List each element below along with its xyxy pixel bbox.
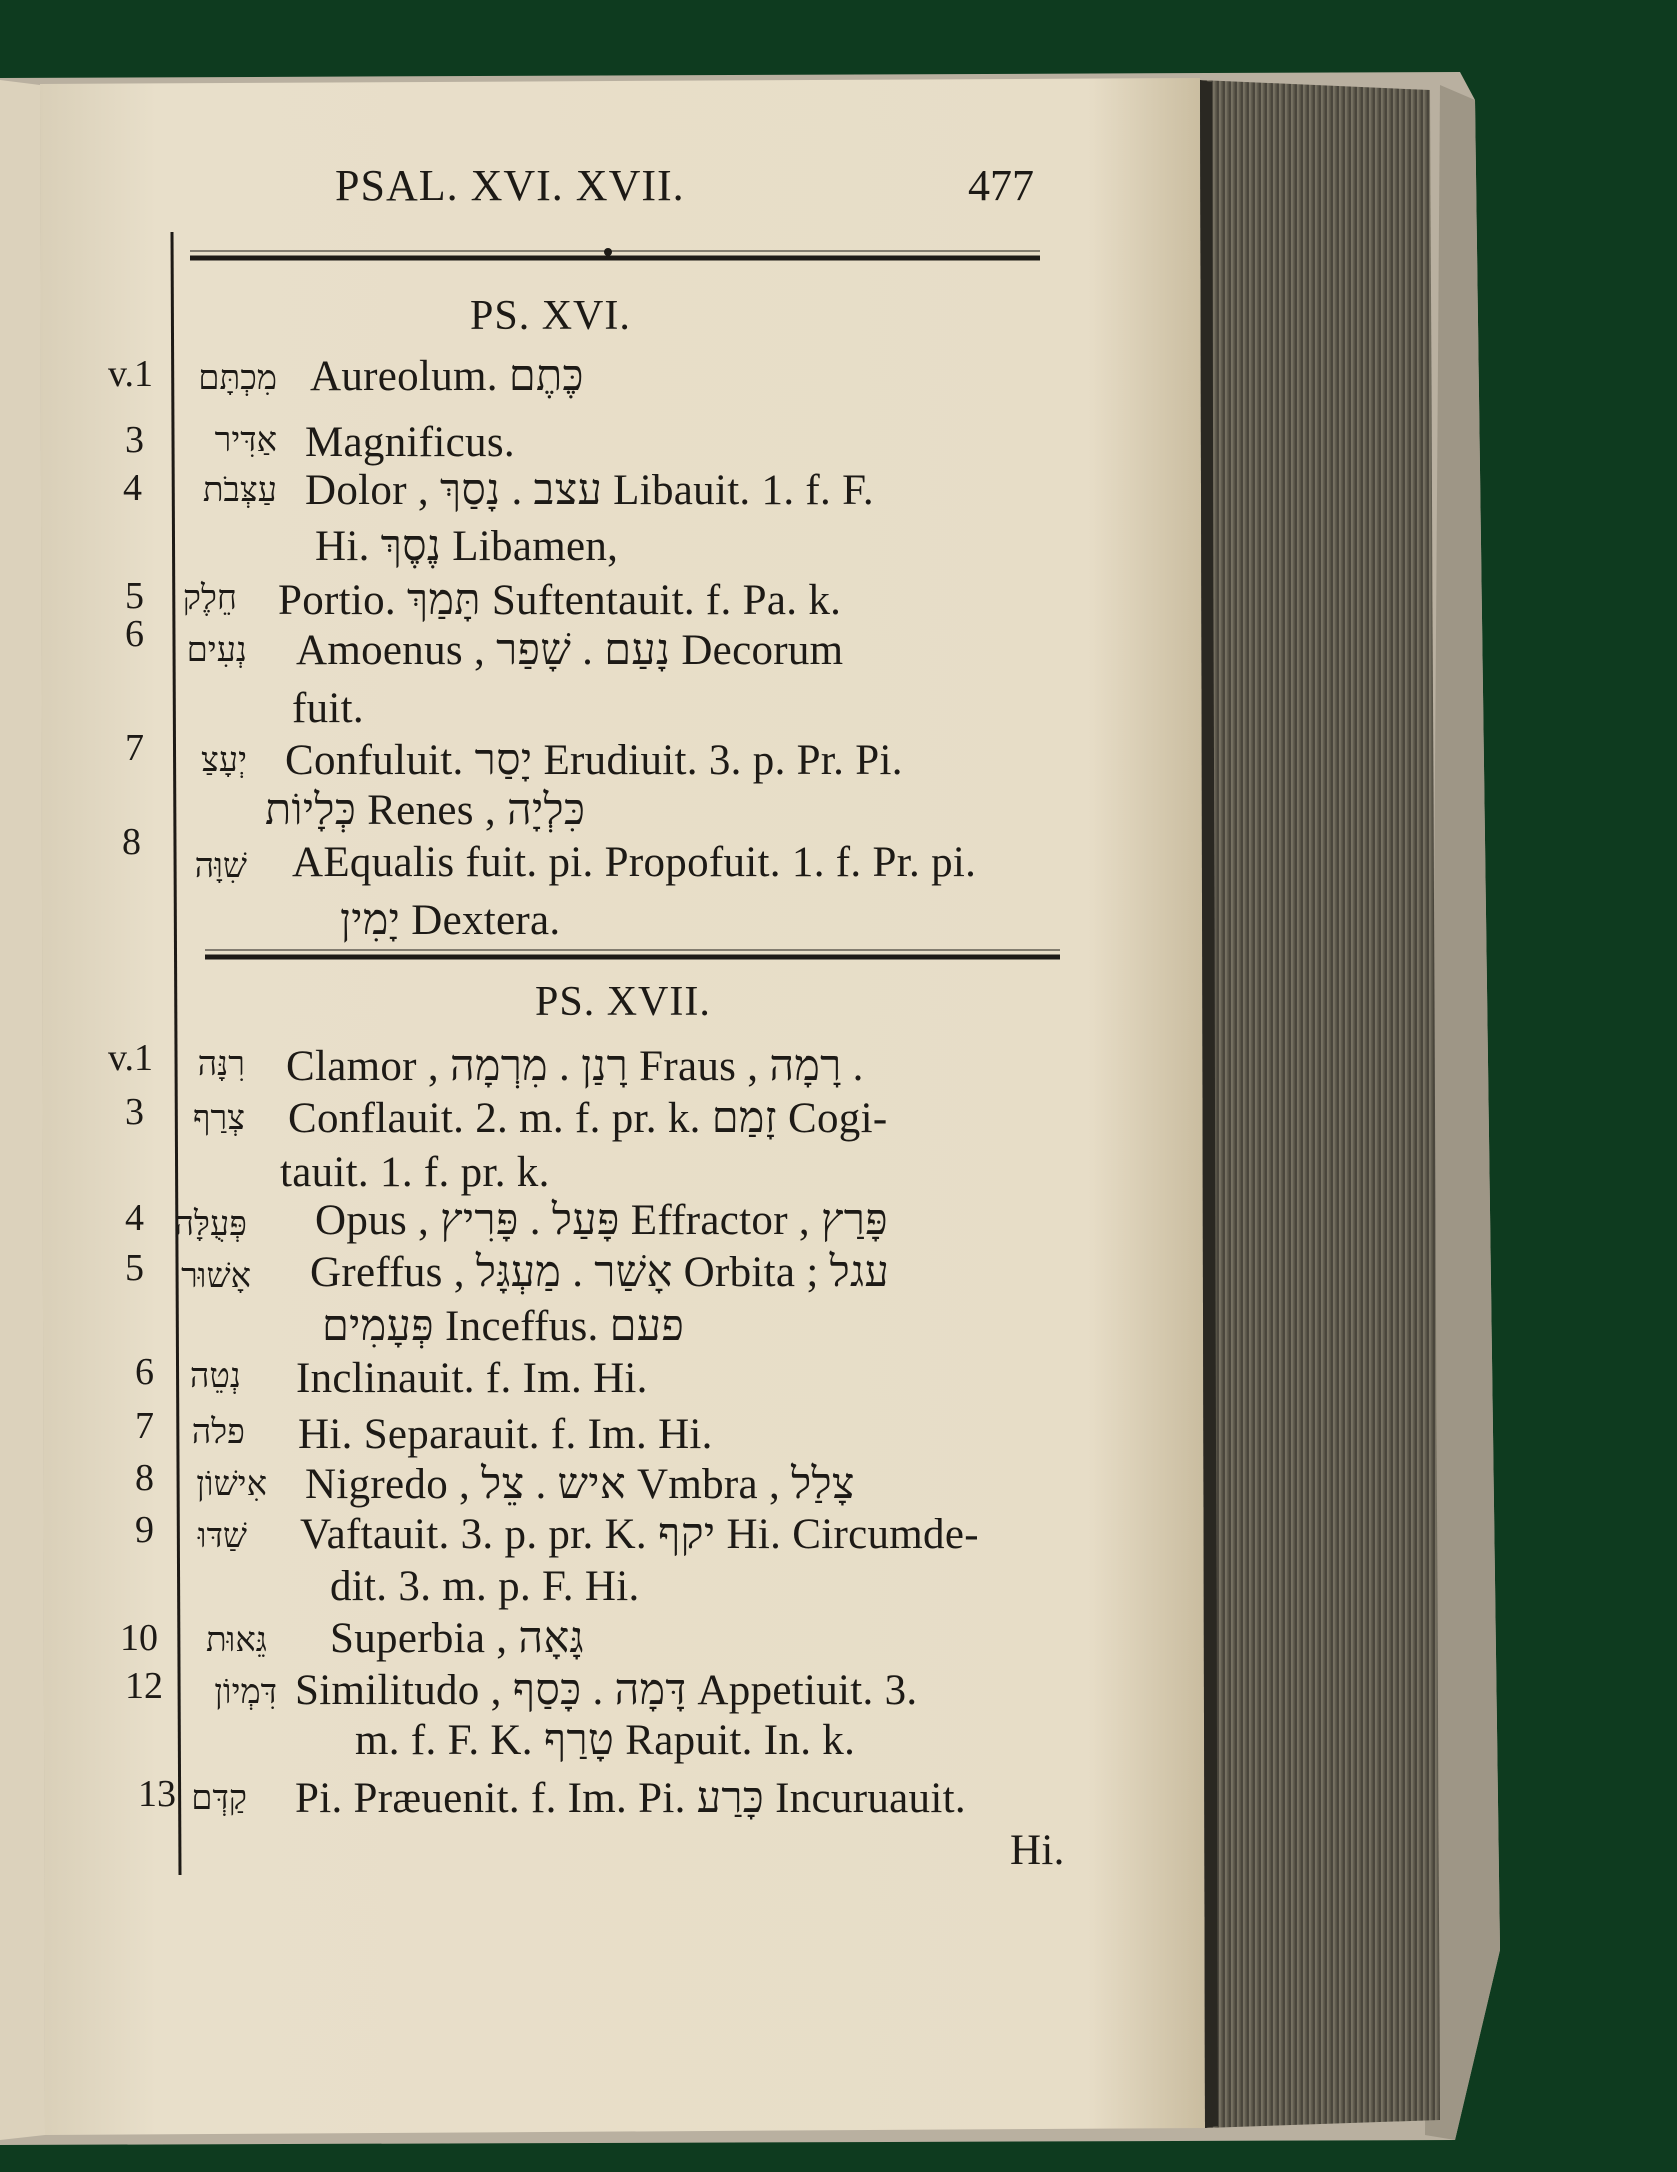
verse-number: 3 <box>125 1091 144 1133</box>
gloss-line: Superbia , גָּאָה <box>330 1615 585 1662</box>
verse-number: 13 <box>138 1773 176 1815</box>
gloss-line: Aureolum. כֶּתֶם <box>310 353 584 400</box>
headword: עַצְּבֹת <box>202 470 277 510</box>
verse-number: 7 <box>135 1405 154 1447</box>
verse-number: 7 <box>125 727 144 769</box>
gloss-line: Dolor , עצב . נָסַךְ Libauit. 1. f. F. <box>305 467 874 514</box>
gloss-line: fuit. <box>292 685 364 732</box>
gloss-line: Hi. <box>1010 1827 1065 1874</box>
headword: חֵלֶק <box>182 578 237 618</box>
gloss-line: Vaftauit. 3. p. pr. K. יקף Hi. Circumde- <box>300 1511 979 1558</box>
headword: אָשׁוּר <box>181 1256 251 1296</box>
verse-number: 4 <box>125 1197 144 1239</box>
gloss-line: Portio. תָּמַךְ Suftentauit. f. Pa. k. <box>278 577 842 624</box>
headword: דִּמְיוֹן <box>214 1672 277 1712</box>
running-head: PSAL. XVI. XVII. <box>335 161 685 210</box>
verse-number: 9 <box>135 1509 154 1551</box>
page-number: 477 <box>968 161 1034 210</box>
verse-number: v.1 <box>108 1037 154 1079</box>
gloss-line: פְּעָמִים Inceffus. פעם <box>322 1303 685 1350</box>
headword: רִנָּה <box>197 1044 245 1084</box>
verse-number: 12 <box>125 1665 163 1707</box>
headword: מִכְתָּם <box>198 358 277 398</box>
gloss-line: כְּלָיוֹת Renes , כִּלְיָה <box>265 787 586 834</box>
verse-number: 5 <box>125 1247 144 1289</box>
verse-number: 4 <box>123 467 142 509</box>
gloss-line: Greffus , אָשַׁר . מַעְגָּל Orbita ; עגל <box>310 1249 890 1296</box>
headword: קַדְּם <box>191 1778 247 1818</box>
gloss-line: Inclinauit. f. Im. Hi. <box>296 1355 648 1402</box>
headword: שַׁדּוּ <box>197 1516 247 1556</box>
verse-number: 5 <box>125 575 144 617</box>
gloss-line: Hi. נֶסֶךְ Libamen, <box>315 523 619 570</box>
gloss-line: Magnificus. <box>305 419 515 466</box>
section-title: PS. XVII. <box>535 979 711 1025</box>
verse-number: 3 <box>125 419 144 461</box>
facing-page <box>0 80 45 2140</box>
gloss-line: Hi. Separauit. f. Im. Hi. <box>298 1411 713 1458</box>
headword: שִׁוָּה <box>194 846 247 886</box>
headword: אִישׁוֹן <box>196 1464 267 1504</box>
gloss-line: m. f. F. K. טָרַף Rapuit. In. k. <box>355 1717 856 1764</box>
gloss-line: Amoenus , נָעַם . שָׁפַר Decorum <box>296 627 844 674</box>
headword: אַדִּיר <box>214 420 277 460</box>
verse-number: 8 <box>122 821 141 863</box>
headword: פְּעֻלָּה <box>174 1204 247 1244</box>
section-title: PS. XVI. <box>470 293 631 339</box>
gloss-line: AEqualis fuit. pi. Propofuit. 1. f. Pr. pi. <box>292 839 977 886</box>
gloss-line: Similitudo , דָּמָה . כָּסַף Appetiuit. 3. <box>295 1667 918 1714</box>
gloss-line: Confuluit. יָסַר Erudiuit. 3. p. Pr. Pi. <box>285 737 903 784</box>
verse-number: 6 <box>135 1351 154 1393</box>
gloss-line: יָמִין Dextera. <box>340 897 561 944</box>
gloss-line: Clamor , רָנַן . מִרְמָה Fraus , רָמָה . <box>286 1043 864 1090</box>
verse-number: 6 <box>125 613 144 655</box>
headword: פלה <box>191 1412 245 1452</box>
gloss-line: tauit. 1. f. pr. k. <box>280 1149 550 1196</box>
verse-number: v.1 <box>108 353 154 395</box>
headword: גֵּאוּת <box>205 1620 267 1660</box>
verse-number: 10 <box>120 1617 158 1659</box>
gloss-line: Nigredo , איש . צֵל Vmbra , צָלַל <box>305 1461 855 1508</box>
headword: צְרַף <box>192 1098 245 1138</box>
gloss-line: Pi. Præuenit. f. Im. Pi. כָּרַע Incuruauit. <box>295 1775 966 1822</box>
page-edges <box>1200 80 1440 2128</box>
gloss-line: Conflauit. 2. m. f. pr. k. זָמַם Cogi- <box>288 1095 888 1142</box>
gloss-line: Opus , פָּעַל . פָּרִיץ Effractor , פָּרַץ <box>315 1197 888 1244</box>
verse-number: 8 <box>135 1457 154 1499</box>
headword: נְטֵה <box>189 1356 241 1396</box>
gloss-line: dit. 3. m. p. F. Hi. <box>330 1563 640 1610</box>
headword: יְעָצַ <box>201 740 247 780</box>
headword: נְעִים <box>186 630 247 670</box>
